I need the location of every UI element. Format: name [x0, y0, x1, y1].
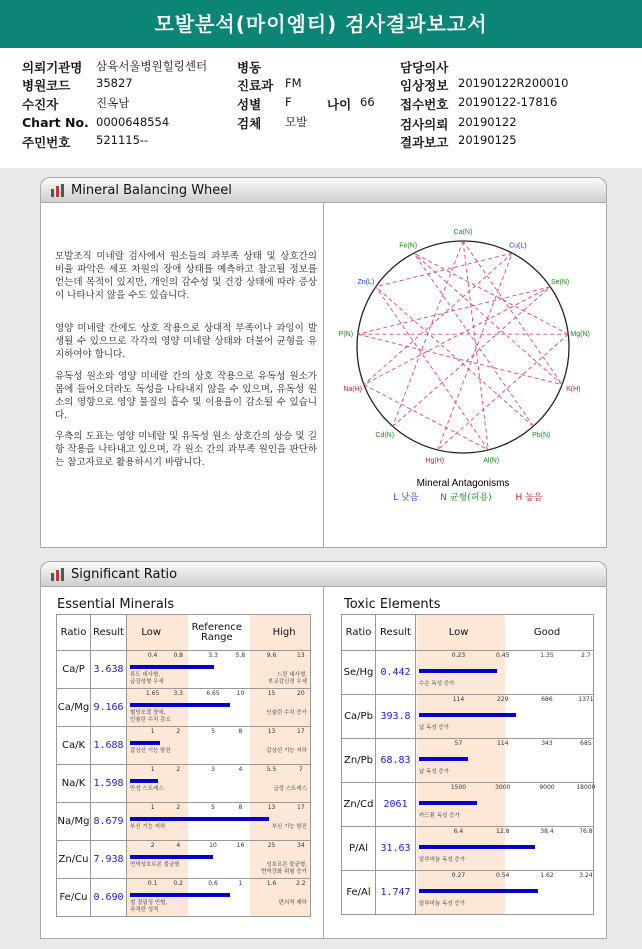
tick-label: 12.8 — [496, 828, 510, 835]
table-row — [342, 827, 594, 871]
header-low: Low — [141, 627, 162, 638]
low-note: 면역성호르몬 불균형 — [130, 862, 180, 868]
table-row — [342, 739, 594, 783]
tick-label: 8 — [238, 804, 243, 811]
ratio-result: 1.688 — [91, 727, 127, 765]
tick-label: 13 — [267, 728, 276, 735]
wheel-node-label: Al(N) — [483, 457, 500, 465]
range-bar-cell — [416, 695, 594, 739]
wheel-node-label: P(N) — [338, 331, 354, 339]
label-chart-no: Chart No. — [22, 115, 89, 130]
result-bar — [130, 741, 160, 745]
low-note: 혈당조절 장애, 인슐린 수치 감소 — [130, 710, 171, 723]
table-row — [342, 871, 594, 915]
ratio-name: Se/Hg — [342, 651, 376, 695]
tick-label: 8 — [238, 728, 243, 735]
antagonism-line — [364, 253, 512, 384]
value-hospital-code: 35827 — [96, 76, 133, 90]
ratio-result: 9.166 — [91, 689, 127, 727]
legend-item: N 균형(허용) — [440, 493, 492, 503]
tick-label: 1371 — [578, 696, 594, 703]
header-ratio: Ratio — [342, 615, 376, 651]
tick-label: 15 — [267, 690, 276, 697]
header-high: High — [272, 627, 296, 638]
tick-label: 3.24 — [579, 872, 593, 879]
range-bar-cell — [127, 689, 311, 727]
label-hospital-code: 병원코드 — [22, 78, 71, 93]
tick-label: 3000 — [495, 784, 511, 791]
wheel-node-label: Cd(N) — [375, 431, 395, 439]
ratio-name: Zn/Cu — [57, 841, 91, 879]
tick-label: 2 — [176, 728, 181, 735]
tick-label: 4 — [238, 766, 243, 773]
high-note: 갑상선 기능 저하 — [266, 748, 307, 754]
table-row — [342, 783, 594, 827]
legend-item: H 높음 — [515, 493, 543, 503]
ratio-result: 8.679 — [91, 803, 127, 841]
ratio-result: 1.598 — [91, 765, 127, 803]
tick-label: 9.6 — [266, 652, 277, 659]
tick-label: 57 — [454, 740, 463, 747]
table-row — [57, 727, 311, 765]
label-department: 진료과 — [237, 78, 274, 93]
value-result-report: 20190125 — [458, 133, 517, 147]
table-row — [57, 879, 311, 917]
tick-label: 25 — [267, 842, 276, 849]
wheel-node-label: Na(H) — [343, 386, 363, 394]
tick-label: 1.65 — [145, 690, 160, 697]
tick-label: 20 — [297, 690, 305, 697]
antagonism-line — [414, 253, 534, 426]
range-bar-cell — [127, 803, 311, 841]
header-ratio: Ratio — [57, 615, 91, 651]
value-department: FM — [285, 76, 302, 90]
high-note: 느린 대사형, 부교감신경 우세 — [268, 672, 307, 685]
tick-label: 5.8 — [235, 652, 246, 659]
tick-label: 6.4 — [453, 828, 464, 835]
tick-label: 229 — [496, 696, 509, 703]
wheel-paragraph-2: 영양 미네랄 간에도 상호 작용으로 상대적 부족이나 과잉이 발생될 수 있으므로 각각의 영양 미네랄 상태와 더불어 균형을 유지하여야 합니다. — [55, 323, 317, 360]
result-bar — [130, 855, 213, 859]
range-bar-cell — [416, 651, 594, 695]
tick-label: 0.8 — [173, 652, 184, 659]
tick-label: 0.2 — [173, 880, 184, 887]
toxicity-note: 카드뮴 독성 증가 — [419, 813, 460, 819]
antagonism-line — [358, 287, 550, 334]
range-bar-cell — [127, 765, 311, 803]
tick-label: 0.1 — [147, 880, 158, 887]
range-bar-cell — [127, 727, 311, 765]
wheel-node-label: Pb(N) — [532, 431, 551, 439]
ratio-result: 0.690 — [91, 879, 127, 917]
value-sex: F — [285, 95, 292, 109]
ratio-name: Fe/Al — [342, 871, 376, 915]
tick-label: 686 — [541, 696, 553, 703]
tick-label: 1 — [238, 880, 243, 887]
tick-label: 3 — [211, 766, 215, 773]
result-bar — [130, 893, 230, 897]
label-specimen: 검체 — [237, 116, 262, 131]
tick-label: 1500 — [450, 784, 467, 791]
range-bar-cell — [127, 879, 311, 917]
high-note: 성호르몬 불균형, 면역강화 위험 증가 — [260, 862, 307, 875]
ratio-result: 1.747 — [376, 871, 416, 915]
wheel-paragraph-4: 우측의 도표는 영양 미네랄 및 유독성 원소 상호간의 상승 및 길항 작용을 나타내고 있으며, 각 원소 간의 과부족 원인을 판단하는 참고자료로 활용하시기 바랍니다. — [55, 431, 317, 468]
ratio-result: 68.83 — [376, 739, 416, 783]
tick-label: 343 — [541, 740, 553, 747]
ratio-name: Fe/Cu — [57, 879, 91, 917]
wheel-node-label: Zn(L) — [357, 279, 375, 287]
range-bar-cell — [416, 783, 594, 827]
ratio-result: 2061 — [376, 783, 416, 827]
value-patient: 진옥남 — [96, 96, 130, 110]
tick-label: 2 — [176, 804, 181, 811]
result-bar — [419, 669, 497, 673]
range-bar-cell — [416, 739, 594, 783]
tick-label: 1.6 — [266, 880, 277, 887]
result-bar — [419, 889, 538, 893]
header-range — [127, 615, 311, 651]
label-test-request: 검사의뢰 — [400, 117, 449, 132]
tick-label: 6.65 — [206, 690, 220, 697]
report-title: 모발분석(마이엠티) 검사결과보고서 — [0, 0, 642, 48]
tick-label: 2 — [150, 842, 155, 849]
label-age: 나이 — [327, 97, 352, 112]
tick-label: 1 — [150, 728, 155, 735]
patient-info — [0, 48, 642, 168]
ratio-result: 393.8 — [376, 695, 416, 739]
wheel-node-label: Se(N) — [550, 279, 570, 287]
table-row — [57, 841, 311, 879]
tick-label: 1 — [150, 766, 155, 773]
tick-label: 13 — [297, 652, 305, 659]
label-ward: 병동 — [237, 60, 262, 75]
tick-label: 0.23 — [451, 652, 466, 659]
legend-title: Mineral Antagonisms — [416, 478, 510, 489]
high-note: 급성 스트레스 — [273, 786, 307, 792]
ratio-name: Ca/K — [57, 727, 91, 765]
antagonism-line — [358, 334, 562, 384]
result-bar — [419, 757, 468, 761]
table-row — [342, 651, 594, 695]
header-good: Good — [533, 627, 561, 638]
toxic-table — [341, 614, 594, 915]
low-note: 만성 스트레스 — [130, 786, 164, 792]
mineral-wheel-diagram — [324, 214, 606, 544]
tick-label: 2.7 — [581, 652, 591, 659]
range-bar-cell — [127, 841, 311, 879]
label-resident-no: 주민번호 — [22, 135, 71, 150]
tick-label: 13 — [267, 804, 276, 811]
tick-label: 76.8 — [579, 828, 593, 835]
wheel-paragraph-1: 모발조직 미네랄 검사에서 원소들의 과부족 상태 및 상호간의 비율 파악은 세포 차원의 장애 상태를 예측하고 참고될 정보를 얻는데 목적이 있지만, 개인의 감수성 및 건강 상태에 따라 증상이 나타나지 않을 수도 있습니다. — [55, 251, 317, 301]
low-note: 부신 기능 저하 — [130, 824, 166, 830]
result-bar — [130, 817, 269, 821]
wheel-node-label: Mg(N) — [570, 331, 590, 339]
tick-label: 7 — [298, 766, 303, 773]
antagonism-line — [364, 385, 488, 450]
tick-label: 685 — [580, 740, 592, 747]
value-specimen: 모발 — [285, 115, 308, 129]
wheel-title: Mineral Balancing Wheel — [71, 183, 232, 198]
table-row — [57, 765, 311, 803]
tick-label: 5.5 — [266, 766, 277, 773]
result-bar — [130, 703, 230, 707]
antagonism-line — [414, 253, 562, 384]
tick-label: 1.62 — [540, 872, 554, 879]
tick-label: 3.3 — [208, 652, 218, 659]
table-row — [57, 803, 311, 841]
wheel-node-label: Fe(N) — [399, 242, 418, 250]
wheel-node-label: Ca(N) — [453, 229, 473, 236]
tick-label: 16 — [236, 842, 245, 849]
value-chart-no: 0000648554 — [96, 115, 170, 129]
high-note: 부신 기능 항진 — [271, 824, 307, 830]
tick-label: 17 — [297, 728, 305, 735]
header-result: Result — [376, 615, 416, 651]
ratio-name: P/Al — [342, 827, 376, 871]
tick-label: 114 — [496, 740, 509, 747]
value-resident-no: 521115-- — [96, 133, 149, 147]
header-reference: Reference Range — [191, 621, 243, 643]
toxicity-note: 알루미늄 독성 증가 — [419, 901, 466, 907]
ratio-result: 3.638 — [91, 651, 127, 689]
tick-label: 17 — [297, 804, 305, 811]
range-bar-cell — [416, 871, 594, 915]
wheel-circle — [357, 241, 569, 453]
tick-label: 5 — [211, 804, 215, 811]
tick-label: 0.45 — [496, 652, 510, 659]
ratio-name: Zn/Cd — [342, 783, 376, 827]
ratio-name: Zn/Pb — [342, 739, 376, 783]
label-sex: 성별 — [237, 97, 262, 112]
label-clinical-info: 임상정보 — [400, 78, 449, 93]
toxicity-note: 알루미늄 독성 증가 — [419, 857, 466, 863]
tick-label: 1.35 — [540, 652, 554, 659]
bar-chart-icon — [51, 568, 65, 581]
wheel-panel-header — [40, 177, 607, 203]
wheel-paragraph-3: 유독성 원소와 영양 미네랄 간의 상호 작용으로 유독성 원소가 몸에 들어오더라도 독성을 나타내지 않을 수 있으며, 유독성 원소의 영향으로 영양 물질의 흡수 및 이용율이 감소될 수 있습니다. — [55, 371, 317, 421]
label-receipt-no: 접수번호 — [400, 97, 449, 112]
low-note: 류도 대사형, 급강성형 우세 — [130, 672, 164, 685]
ratio-name: Ca/Pb — [342, 695, 376, 739]
tick-label: 0.54 — [496, 872, 510, 879]
wheel-node-label: K(H) — [566, 386, 581, 394]
ratio-name: Ca/P — [57, 651, 91, 689]
tick-label: 38.4 — [540, 828, 554, 835]
result-bar — [419, 713, 516, 717]
wheel-node-label: Cu(L) — [509, 242, 527, 250]
toxicity-note: 납 독성 증가 — [419, 769, 450, 775]
tick-label: 10 — [236, 690, 245, 697]
antagonism-line — [376, 253, 512, 287]
range-bar-cell — [127, 651, 311, 689]
value-clinical-info: 20190122R200010 — [458, 76, 569, 90]
ratio-name: Ca/Mg — [57, 689, 91, 727]
table-row — [57, 689, 311, 727]
label-requester: 의뢰기관명 — [22, 60, 83, 75]
tick-label: 2 — [176, 766, 181, 773]
high-note: 인슐린 수치 증가 — [266, 710, 307, 716]
tick-label: 5 — [211, 728, 215, 735]
ratio-result: 31.63 — [376, 827, 416, 871]
antagonism-line — [393, 241, 463, 426]
result-bar — [419, 801, 477, 805]
essential-table — [56, 614, 311, 917]
tick-label: 0.27 — [451, 872, 466, 879]
header-result: Result — [91, 615, 127, 651]
result-bar — [130, 779, 158, 783]
ratio-panel-header — [40, 561, 607, 587]
table-row — [57, 651, 311, 689]
bar-chart-icon — [51, 184, 65, 197]
high-note: 편의적 제하 — [278, 900, 307, 906]
table-row — [342, 695, 594, 739]
range-bar-cell — [416, 827, 594, 871]
tick-label: 18000 — [576, 784, 596, 791]
tick-label: 0.4 — [147, 652, 158, 659]
tick-label: 9000 — [539, 784, 555, 791]
ratio-name: Na/K — [57, 765, 91, 803]
tick-label: 10 — [209, 842, 217, 849]
value-receipt-no: 20190122-17816 — [458, 95, 558, 109]
wheel-node-label: Hg(H) — [425, 457, 445, 465]
toxicity-note: 납 독성 증가 — [419, 725, 450, 731]
tick-label: 0.6 — [208, 880, 218, 887]
ratio-name: Na/Mg — [57, 803, 91, 841]
toxic-title: Toxic Elements — [344, 597, 441, 612]
tick-label: 1 — [150, 804, 155, 811]
result-bar — [419, 845, 535, 849]
tick-label: 3.3 — [173, 690, 184, 697]
tick-label: 114 — [452, 696, 465, 703]
ratio-result: 0.442 — [376, 651, 416, 695]
label-result-report: 결과보고 — [400, 135, 449, 150]
label-doctor: 담당의사 — [400, 60, 449, 75]
result-bar — [130, 665, 214, 669]
essential-title: Essential Minerals — [57, 597, 175, 612]
toxicity-note: 수은 독성 증가 — [419, 681, 455, 687]
legend-item: L 낮음 — [393, 493, 419, 503]
ratio-title: Significant Ratio — [71, 567, 178, 582]
tick-label: 34 — [297, 842, 305, 849]
value-age: 66 — [360, 95, 375, 109]
header-range — [416, 615, 594, 651]
tick-label: 2.2 — [296, 880, 306, 887]
ratio-result: 7.938 — [91, 841, 127, 879]
low-note: 철 결핍성 빈혈, 과격한 성격 — [130, 900, 168, 913]
low-note: 갑상선 기능 항진 — [130, 748, 171, 754]
value-test-request: 20190122 — [458, 115, 517, 129]
tick-label: 4 — [176, 842, 181, 849]
header-low: Low — [448, 627, 469, 638]
label-patient: 수진자 — [22, 97, 59, 112]
value-requester: 삼육서울병원힐링센터 — [96, 59, 208, 73]
